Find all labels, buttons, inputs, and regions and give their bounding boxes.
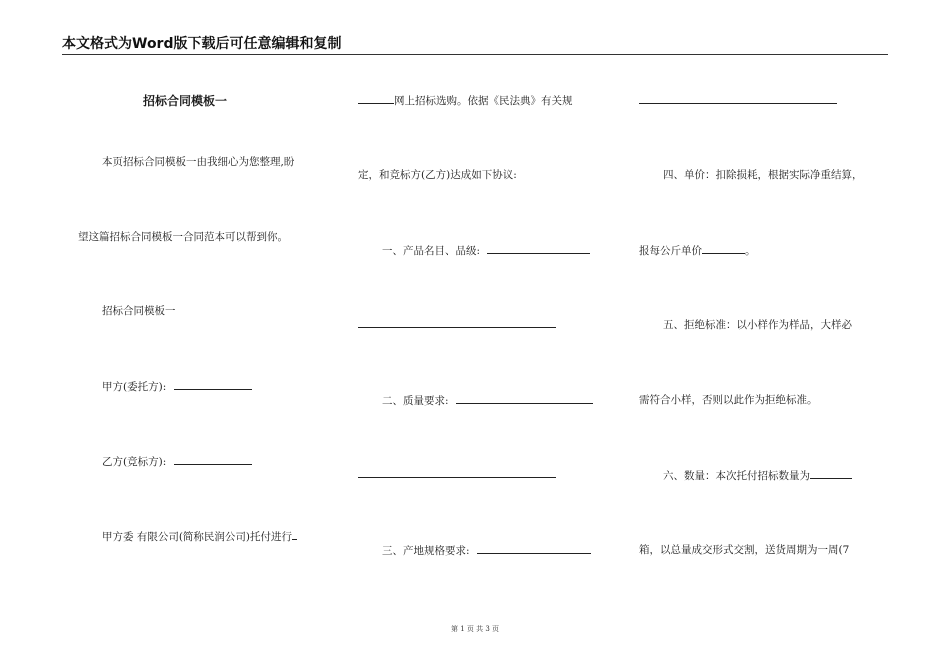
col2-line-1: 网上招标选购。依据《民法典》有关规 [394,95,573,107]
item-2-blank [456,393,593,404]
entrust-row [102,529,297,544]
item-4-line-1: 四、单价：扣除损耗，根据实际净重结算， [663,169,863,181]
intro-line-2: 望这篇招标合同模板一合同范本可以帮到你。 [78,231,288,243]
purchase-blank [358,93,394,104]
item-4-row-2 [639,243,756,258]
entrust-blank [292,529,297,540]
document-title: 招标合同模板一 [143,94,228,108]
party-b-blank [174,454,252,465]
item-1-blank [487,243,590,254]
item-4-end: 。 [745,245,756,257]
entrust-text: 甲方委 有限公司(简称民润公司)托付进行 [102,531,293,543]
unit-price-blank [702,243,745,254]
item-5-line-2: 需符合小样，否则以此作为拒绝标准。 [639,394,818,406]
item-2-row [382,393,593,408]
item-5-line-1: 五、拒绝标准：以小样作为样品，大样必 [663,319,852,331]
item-6-line-1: 六、数量：本次托付招标数量为 [663,470,810,482]
item-2-continuation-line [358,477,556,478]
party-a-blank [174,379,252,390]
party-b-label: 乙方(竞标方): [102,456,167,468]
section-subtitle: 招标合同模板一 [102,305,176,317]
page-footer: 第 1 页 共 3 页 [450,625,500,633]
party-a-label: 甲方(委托方): [102,381,167,393]
item-3-row [382,543,591,558]
item-3-continuation-line [639,103,837,104]
party-b-row [102,454,252,469]
quantity-blank [810,468,852,479]
col2-line-2: 定，和竞标方(乙方)达成如下协议: [358,169,517,181]
document-header: 本文格式为Word版下载后可任意编辑和复制 [62,34,888,55]
item-1-continuation-line [358,327,556,328]
item-4-line-2: 报每公斤单价 [639,245,702,257]
item-6-row-1 [663,468,852,483]
party-a-row [102,379,252,394]
item-1-row [382,243,590,258]
item-2-label: 二、质量要求: [382,395,449,407]
col2-line-1-row [358,93,573,108]
item-6-line-2: 箱，以总量成交形式交割，送货周期为一周(7 [639,544,850,556]
item-1-label: 一、产品名目、品级: [382,245,481,257]
item-3-label: 三、产地规格要求: [382,545,470,557]
intro-line-1: 本页招标合同模板一由我细心为您整理,盼 [102,156,295,168]
item-3-blank [477,543,591,554]
